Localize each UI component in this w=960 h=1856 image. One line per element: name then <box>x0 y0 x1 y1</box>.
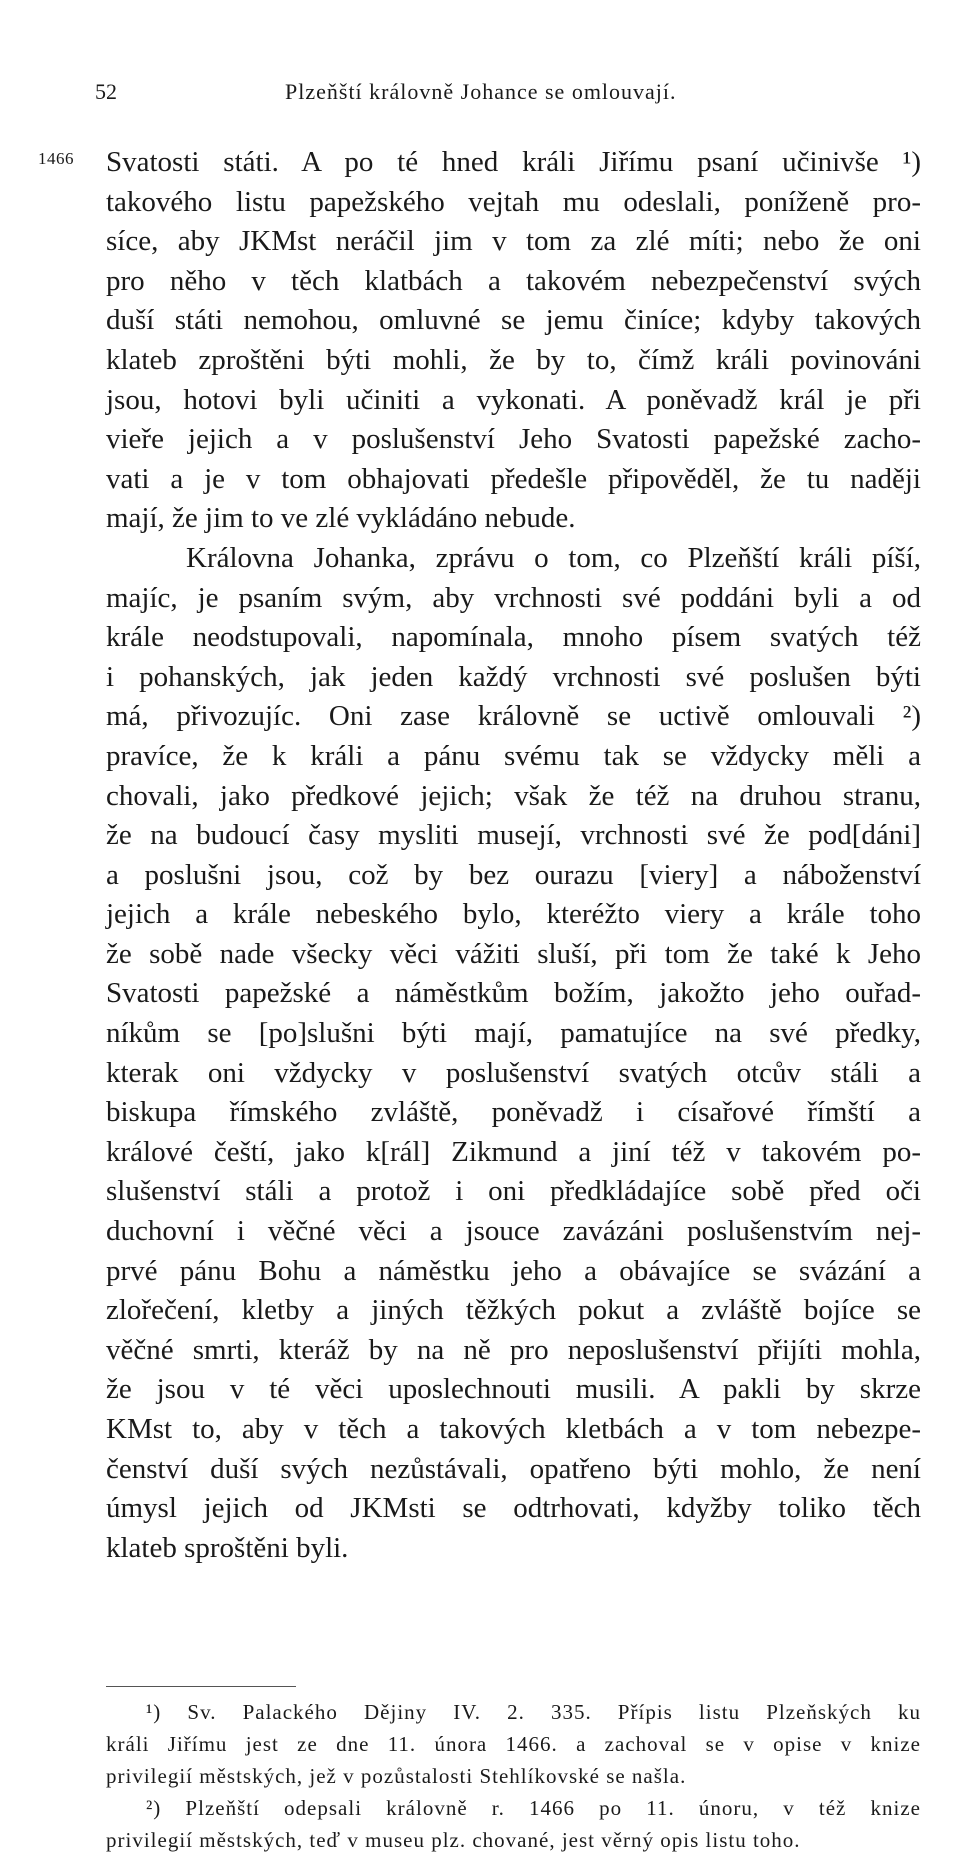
footnote-line: privilegií městských, jež v pozůstalosti Stehlíkovské se našla. <box>106 1764 687 1788</box>
text-line: slušenství stáli a protož i oni předkládajíce sobě před oči <box>106 1175 921 1208</box>
text-line: chovali, jako předkové jejich; však že též na druhou stranu, <box>106 779 921 812</box>
footnote-line: králi Jiřímu jest ze dne 11. února 1466. a zachoval se v opise v knize <box>106 1732 921 1756</box>
text-line: pravíce, že k králi a pánu svému tak se vždycky měli a <box>106 739 921 772</box>
text-line: že jsou v té věci uposlechnouti musili. A pakli by skrze <box>106 1373 921 1406</box>
text-line: Svatosti státi. A po té hned králi Jiřímu psaní učinivše ¹) <box>106 146 921 178</box>
text-line: síce, aby JKMst neráčil jim v tom za zlé míti; nebo že oni <box>106 225 921 258</box>
text-line: KMst to, aby v těch a takových kletbách a v tom nebezpe- <box>106 1413 921 1445</box>
text-line: i pohanských, jak jeden každý vrchnosti své poslušen býti <box>106 660 921 693</box>
text-line: níkům se [po]slušni býti mají, pamatujíce na své předky, <box>106 1017 921 1050</box>
text-line: jsou, hotovi byli učiniti a vykonati. A poněvadž král je při <box>106 383 921 416</box>
footnote <box>106 1696 921 1792</box>
paragraph <box>106 539 921 1568</box>
text-line: zlořečení, kletby a jiných těžkých pokut a zvláště bojíce se <box>106 1294 921 1327</box>
footnote-line: privilegií městských, teď v museu plz. chované, jest věrný opis listu toho. <box>106 1828 801 1852</box>
text-line: čenství duší svých nezůstávali, opatřeno býti mohlo, že není <box>106 1452 921 1485</box>
text-line: Královna Johanka, zprávu o tom, co Plzeňští králi píší, <box>186 541 921 574</box>
footnote-divider <box>106 1686 296 1687</box>
text-line: biskupa římského zvláště, poněvadž i císařové římští a <box>106 1096 921 1129</box>
text-line: krále neodstupovali, napomínala, mnoho písem svatých též <box>106 621 921 654</box>
text-line: jejich a krále nebeského bylo, kteréžto viery a krále toho <box>106 898 921 931</box>
footnote-line: ²) Plzeňští odepsali královně r. 1466 po 11. únoru, v též knize <box>146 1796 921 1820</box>
text-line: duchovní i věčné věci a jsouce zavázáni poslušenstvím nej- <box>106 1215 921 1248</box>
running-head: Plzeňští královně Johance se omlouvají. <box>285 79 677 104</box>
text-line: vati a je v tom obhajovati předešle připověděl, že tu naději <box>106 462 921 495</box>
paragraph <box>106 143 921 539</box>
text-line: kterak oni vždycky v poslušenství svatých otcův stáli a <box>106 1056 921 1089</box>
footnote-line: ¹) Sv. Palackého Dějiny IV. 2. 335. Přípis listu Plzeňských ku <box>146 1700 921 1724</box>
text-line: věčné smrti, kteráž by na ně pro neposlušenství přijíti mohla, <box>106 1333 921 1366</box>
text-line: mají, že jim to ve zlé vykládáno nebude. <box>106 502 576 535</box>
text-line: králové čeští, jako k[rál] Zikmund a jiní též v takovém po- <box>106 1135 921 1168</box>
text-line: takového listu papežského vejtah mu odeslali, poníženě pro- <box>106 185 921 218</box>
text-line: pro něho v těch klatbách a takovém nebezpečenství svých <box>106 264 921 297</box>
text-line: že na budoucí časy mysliti musejí, vrchnosti své že pod[dáni] <box>106 819 921 852</box>
text-line: majíc, je psaním svým, aby vrchnosti své poddáni byli a od <box>106 581 921 614</box>
text-line: úmysl jejich od JKMsti se odtrhovati, kdyžby toliko těch <box>106 1492 921 1525</box>
footnotes <box>106 1696 921 1856</box>
main-text <box>106 143 921 1568</box>
text-line: Svatosti papežské a náměstkům božím, jakožto jeho ouřad- <box>106 977 921 1010</box>
text-line: klateb zproštěni býti mohli, že by to, čímž králi povinováni <box>106 343 921 376</box>
text-line: a poslušni jsou, což by bez ourazu [viery] a náboženství <box>106 858 921 891</box>
text-line: že sobě nade všecky věci vážiti sluší, při tom že také k Jeho <box>106 937 921 970</box>
text-line: má, přivozujíc. Oni zase královně se uctivě omlouvali ²) <box>106 700 921 733</box>
text-line: duší státi nemohou, omluvné se jemu činíce; kdyby takových <box>106 304 921 337</box>
margin-year: 1466 <box>38 149 74 168</box>
text-line: vieře jejich a v poslušenství Jeho Svatosti papežské zacho- <box>106 423 921 456</box>
text-line: prvé pánu Bohu a náměstku jeho a obávajíce se svázání a <box>106 1254 921 1287</box>
footnote <box>106 1792 921 1856</box>
text-line: klateb sproštěni byli. <box>106 1531 349 1564</box>
page-number: 52 <box>95 79 117 104</box>
